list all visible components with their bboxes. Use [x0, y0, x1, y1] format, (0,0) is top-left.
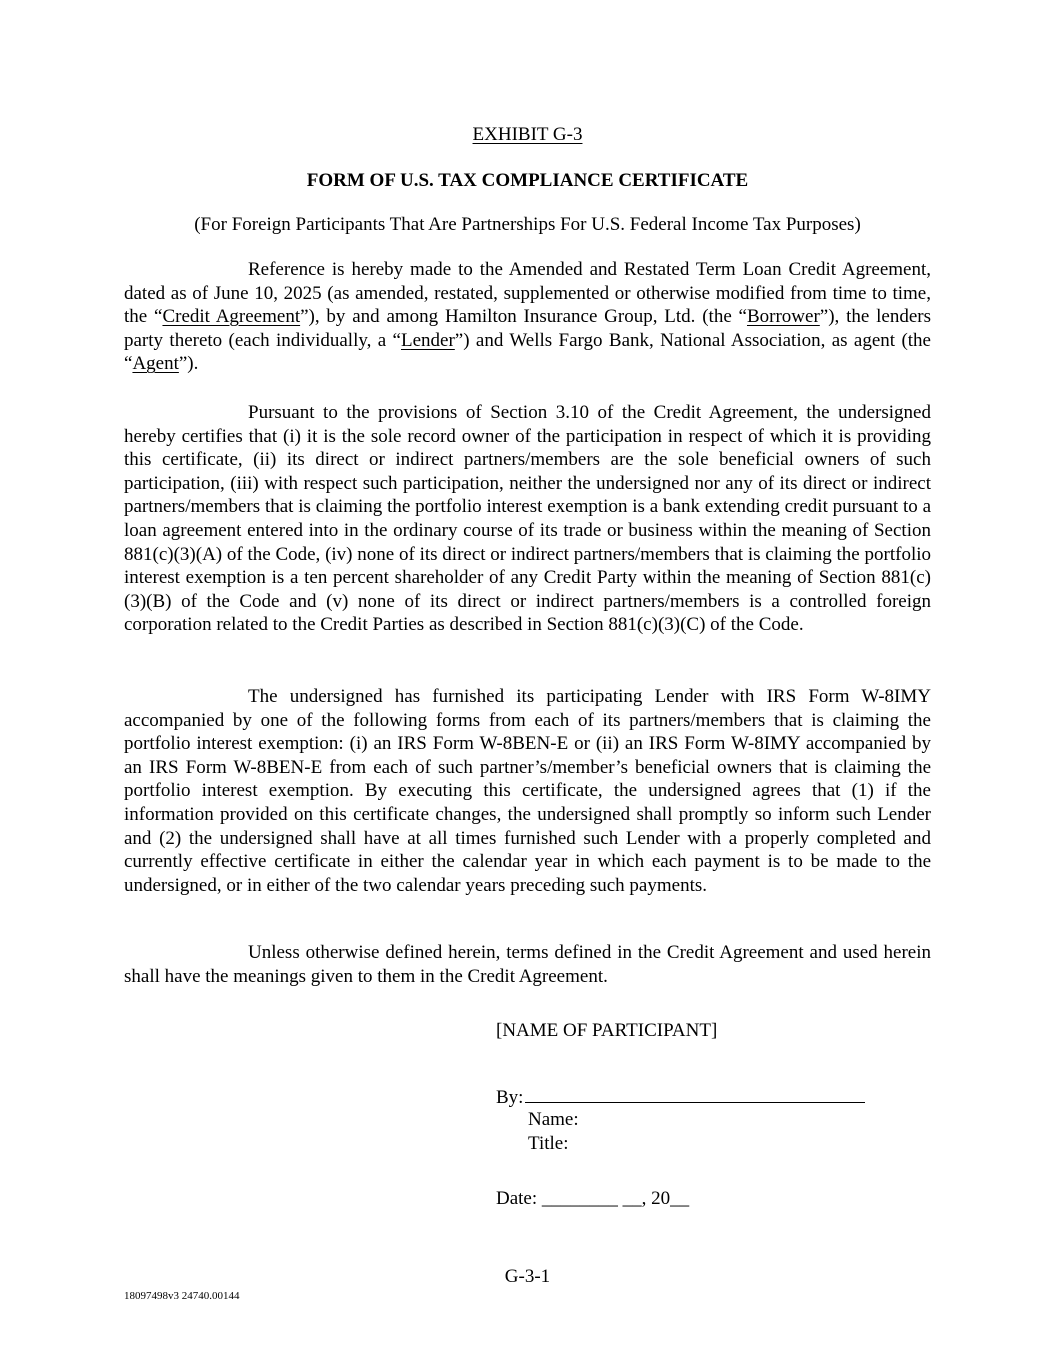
- signature-rule: [525, 1086, 865, 1103]
- paragraph-text: ”).: [178, 353, 199, 375]
- defined-term-borrower: Borrower: [746, 306, 820, 328]
- signature-title-label: Title:: [528, 1133, 569, 1154]
- paragraph-reference: [124, 258, 931, 376]
- signature-by-line: [496, 1086, 865, 1109]
- paragraph-text: Reference is hereby made to the Amended and Restated Term Loan Credit Agreement, dated as of June 10, 2025 (as amended, restated, supplemented or otherwise modified from time to time, the “: [124, 259, 931, 328]
- document-title: FORM OF U.S. TAX COMPLIANCE CERTIFICATE: [306, 170, 749, 191]
- defined-term-lender: Lender: [400, 329, 455, 351]
- paragraph-text: ”), by and among Hamilton Insurance Group, Ltd. (the “: [300, 306, 747, 328]
- document-id: 18097498v3 24740.00144: [124, 1290, 240, 1302]
- signature-date-line: Date: ________ __, 20__: [496, 1188, 690, 1209]
- signature-name-label: Name:: [528, 1109, 579, 1130]
- paragraph-certification: Pursuant to the provisions of Section 3.10 of the Credit Agreement, the undersigned hereby certifies that (i) it is the sole record owner of the participation in respect of which it is providing this certificate, (ii) its direct or indirect partners/members are the sole beneficial owners of such participation, (iii) with respect such participation, neither the undersigned nor any of its direct or indirect partners/members that is claiming the portfolio interest exemption is a bank extending credit pursuant to a loan agreement entered into in the ordinary course of its trade or business within the meaning of Section 881(c)(3)(A) of the Code, (iv) none of its direct or indirect partners/members that is claiming the portfolio interest exemption is a ten percent shareholder of any Credit Party within the meaning of Section 881(c)(3)(B) of the Code and (v) none of its direct or indirect partners/members is a controlled foreign corporation related to the Credit Parties as described in Section 881(c)(3)(C) of the Code.: [124, 402, 931, 636]
- paragraph-definitions: Unless otherwise defined herein, terms defined in the Credit Agreement and used herein shall have the meanings given to them in the Credit Agreement.: [124, 942, 931, 987]
- exhibit-label: EXHIBIT G-3: [472, 124, 583, 145]
- by-label: By:: [496, 1087, 524, 1108]
- paragraph-text: ”) and Wells Fargo Bank, National Association, as agent (the “: [124, 329, 931, 375]
- paragraph-text: ”), the lenders party thereto (each individually, a “: [124, 306, 931, 351]
- paragraph-forms: The undersigned has furnished its participating Lender with IRS Form W-8IMY accompanied by one of the following forms from each of its partners/members that is claiming the portfolio interest exemption: (i) an IRS Form W-8BEN-E or (ii) an IRS Form W-8IMY accompanied by an IRS Form W-8BEN-E from each of such partner’s/member’s beneficial owners that is claiming the portfolio interest exemption. By executing this certificate, the undersigned agrees that (1) if the information provided on this certificate changes, the undersigned shall promptly so inform such Lender and (2) the undersigned shall have at all times furnished such Lender with a properly completed and currently effective certificate in either the calendar year in which each payment is to be made to the undersigned, or in either of the two calendar years preceding such payments.: [124, 686, 931, 896]
- defined-term-credit-agreement: Credit Agreement: [162, 306, 301, 328]
- document-subtitle: (For Foreign Participants That Are Partnerships For U.S. Federal Income Tax Purposes): [194, 214, 861, 235]
- page-number: G-3-1: [504, 1266, 551, 1287]
- participant-name-placeholder: [NAME OF PARTICIPANT]: [496, 1020, 718, 1041]
- defined-term-agent: Agent: [132, 353, 179, 375]
